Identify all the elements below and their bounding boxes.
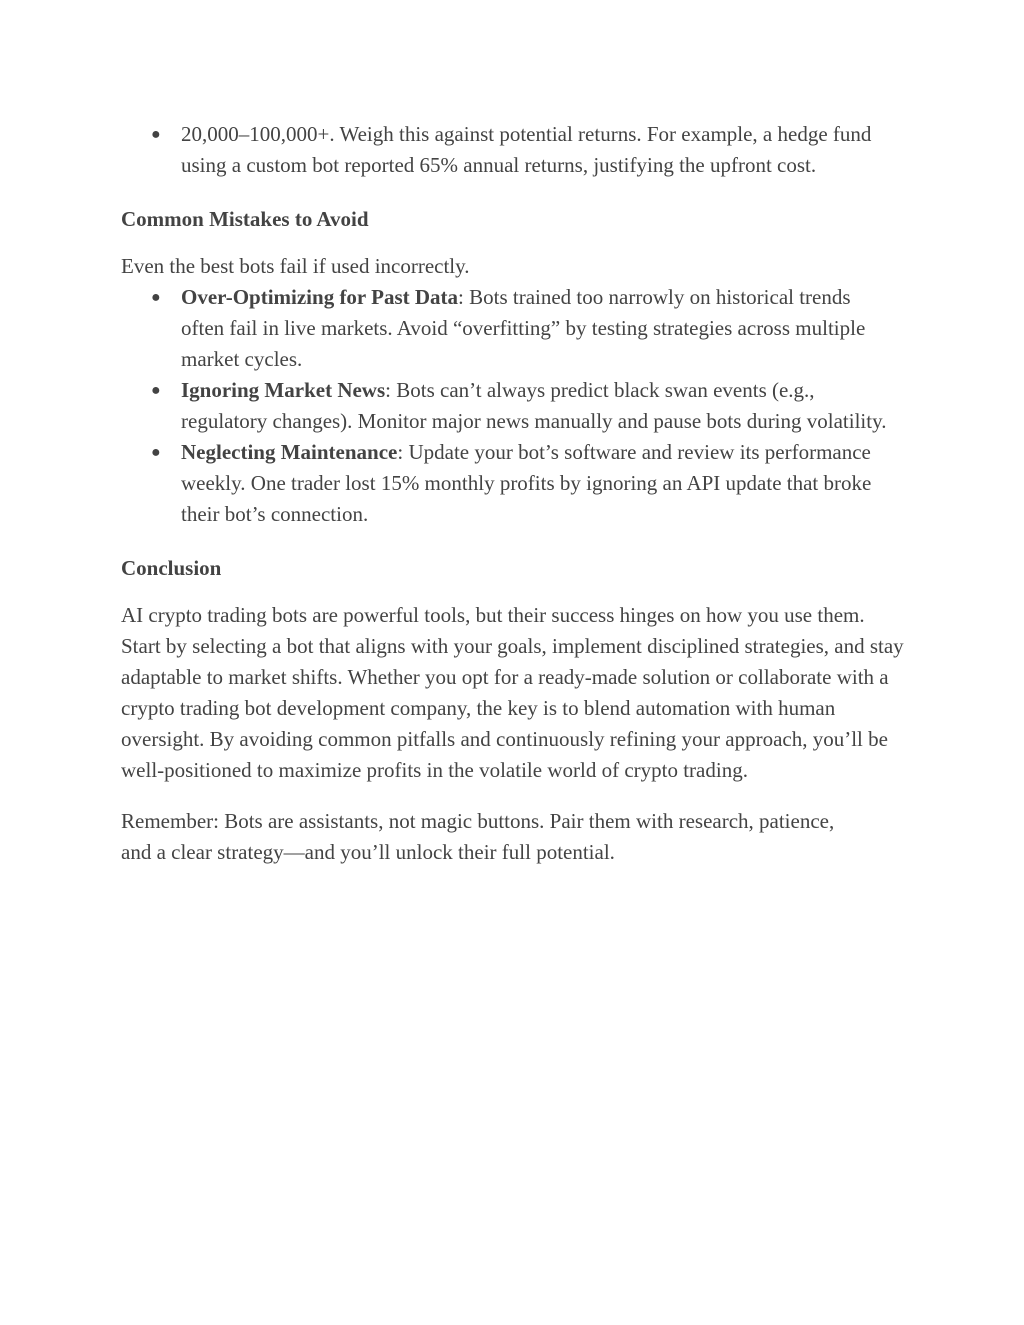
mistakes-bullet-list [121, 282, 891, 530]
mistakes-intro: Even the best bots fail if used incorrectly. [121, 254, 470, 278]
bullet-icon: ● [151, 289, 161, 306]
list-item [121, 282, 891, 375]
bullet-icon: ● [151, 382, 161, 399]
list-item [121, 437, 891, 530]
list-item-text: : Bots can’t always predict black swan events (e.g., regulatory changes). Monitor major news manually and pause bots during volatility. [181, 378, 887, 433]
list-item-text: 20,000–100,000+. Weigh this against potential returns. For example, a hedge fund using a custom bot reported 65% annual returns, justifying the upfront cost. [181, 122, 872, 177]
list-item-text: : Update your bot’s software and review its performance weekly. One trader lost 15% monthly profits by ignoring an API update that broke their bot’s connection. [181, 440, 872, 526]
conclusion-paragraph: AI crypto trading bots are powerful tools, but their success hinges on how you use them. Start by selecting a bot that aligns with your goals, implement disciplined strategies, and stay adaptable to market shifts. Whether you opt for a ready-made solution or collaborate with a crypto trading bot development company, the key is to blend automation with human oversight. By avoiding common pitfalls and continuously refining your approach, you’ll be well-positioned to maximize profits in the volatile world of crypto trading. [121, 603, 904, 782]
closing-paragraph: Remember: Bots are assistants, not magic buttons. Pair them with research, patience, and a clear strategy—and you’ll unlock their full potential. [121, 809, 835, 864]
bullet-icon: ● [151, 444, 161, 461]
list-item [121, 119, 906, 181]
bullet-icon: ● [151, 126, 161, 143]
list-item-term: Neglecting Maintenance [181, 440, 398, 464]
document-page [121, 119, 911, 868]
section-heading-conclusion: Conclusion [121, 556, 222, 580]
list-item-term: Ignoring Market News [181, 378, 386, 402]
section-heading-mistakes: Common Mistakes to Avoid [121, 207, 369, 231]
list-item [121, 375, 891, 437]
list-item-term: Over-Optimizing for Past Data [181, 285, 459, 309]
list-item-text: : Bots trained too narrowly on historical trends often fail in live markets. Avoid “overfitting” by testing strategies across multiple market cycles. [181, 285, 866, 371]
intro-bullet-list [121, 119, 906, 181]
